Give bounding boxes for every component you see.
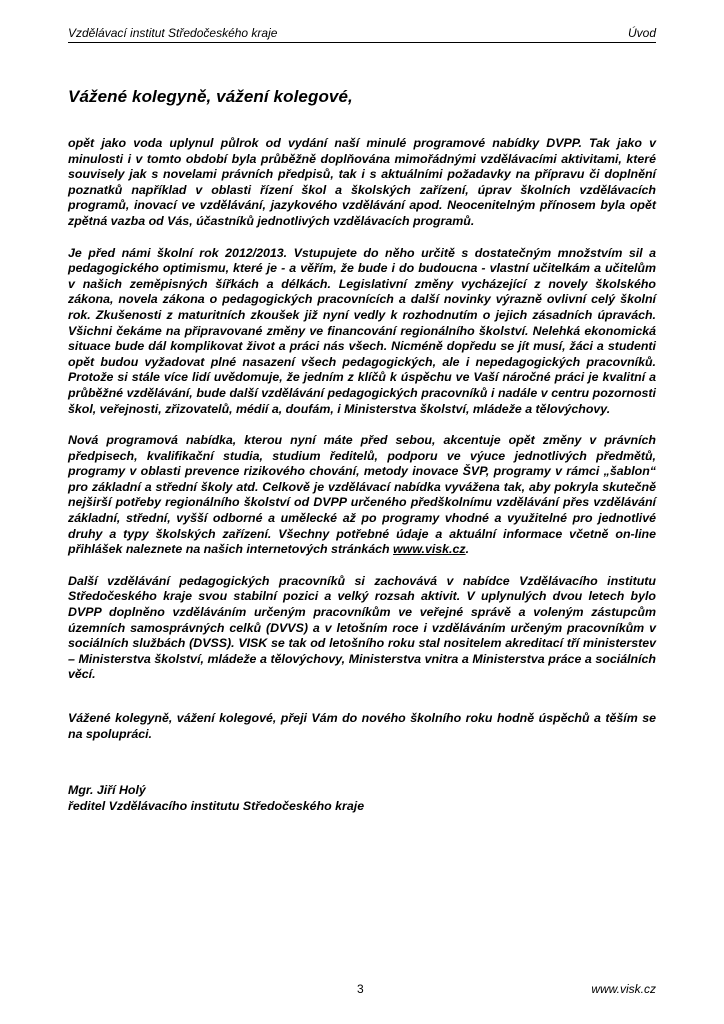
page-number: 3 (357, 982, 364, 996)
signature-title: ředitel Vzdělávacího institutu Středočeského kraje (68, 799, 365, 814)
footer-url: www.visk.cz (591, 982, 656, 996)
page-footer (68, 982, 656, 998)
paragraph-3: Nová programová nabídka, kterou nyní máte před sebou, akcentuje opět změny v právních předpisech, kvalifikační studia, studium ředitelů, podporu ve výuce jednotlivých předmětů, programy v oblasti prevence rizikového chování, metody inovace ŠVP, programy v rámci „šablon“ pro základní a střední školy atd. Celkově je vzdělávací nabídka vyvážena tak, aby pokryla skutečně nejširší potřeby regionálního školství od DVPP určeného předškolnímu vzdělávání přes vzdělávání základní, střední, vyšší odborné a umělecké až po programy vhodné a využitelné pro jednotlivé druhy a typy školských zařízení. Všechny potřebné údaje a aktuální informace včetně on-line přihlášek naleznete na našich internetových stránkách www.visk.cz. (68, 433, 656, 557)
greeting-heading: Vážené kolegyně, vážení kolegové, (68, 87, 353, 106)
letter-body (68, 136, 656, 814)
paragraph-4: Další vzdělávání pedagogických pracovníků si zachovává v nabídce Vzdělávacího institutu Středočeského kraje svou stabilní pozici a velký rozsah aktivit. V uplynulých dvou letech bylo DVPP doplněno vzděláváním určeným pracovníkům ve veřejné správě a voleným zástupcům územních samosprávných celků (DVVS) a v letošním roce i vzděláváním určeným pracovníkům v sociálních službách (DVSS). VISK se tak od letošního roku stal nositelem akreditací tří ministerstev – Ministerstva školství, mládeže a tělovýchovy, Ministerstva vnitra a Ministerstva práce a sociálních věcí. (68, 573, 656, 682)
closing-paragraph: Vážené kolegyně, vážení kolegové, přeji Vám do nového školního roku hodně úspěchů a těším se na spolupráci. (68, 711, 656, 741)
paragraph-2: Je před námi školní rok 2012/2013. Vstupujete do něho určitě s dostatečným množstvím sil a pedagogického optimismu, které je - a věřím, že bude i do budoucna - vlastní učitelkám a učitelům v našich zeměpisných šířkách a délkách. Legislativní změny vycházející z novely školského zákona, novela zákona o pedagogických pracovnících a další novinky výrazně ovlivní celý školní rok. Zkušenosti z maturitních zkoušek již nyní vedly k rozhodnutím o jejich zásadních úpravách. Všichni čekáme na připravované změny ve financování regionálního školství. Nelehká ekonomická situace bude dál komplikovat život a práci nás všech. Nicméně dopředu se jít musí, žáci a studenti opět budou vyžadovat plné nasazení všech pedagogických, ale i nepedagogických pracovníků. Protože si stále více lidí uvědomuje, že jedním z klíčů k úspěchu ve Vaší náročné práci je kvalitní a průběžné vzdělávání, bude další vzdělávání pedagogických pracovníků i nadále v centru pozornosti škol, veřejnosti, zřizovatelů, médií a, doufám, i Ministerstva školství, mládeže a tělovýchovy. (68, 245, 656, 416)
signature-name: Mgr. Jiří Holý (68, 783, 146, 798)
website-link[interactable]: www.visk.cz (393, 542, 466, 557)
page-header (68, 26, 656, 43)
signature-block (68, 782, 656, 814)
paragraph-3-text: Nová programová nabídka, kterou nyní máte před sebou, akcentuje opět změny v právních předpisech, kvalifikační studia, studium ředitelů, podporu ve výuce jednotlivých předmětů, programy v oblasti prevence rizikového chování, metody inovace ŠVP, programy v rámci „šablon“ pro základní a střední školy atd. Celkově je vzdělávací nabídka vyvážena tak, aby pokryla skutečně nejširší potřeby regionálního školství od DVPP určeného předškolnímu vzdělávání přes vzdělávání základní, střední, vyšší odborné a umělecké až po programy vhodné a využitelné pro jednotlivé druhy a typy školských zařízení. Všechny potřebné údaje a aktuální informace včetně on-line přihlášek naleznete na našich internetových stránkách (68, 433, 656, 557)
paragraph-1: opět jako voda uplynul půlrok od vydání naší minulé programové nabídky DVPP. Tak jako v minulosti i v tomto období byla průběžně doplňována mimořádnými vzdělávacími aktivitami, které souvisely jak s novelami právních předpisů, tak i s aktuálními požadavky na přípravu či doplnění poznatků například v oblasti řízení škol a školských zařízení, úprav školních vzdělávacích programů, inovací ve vzdělávání, jazykového vzdělávání apod. Neocenitelným přínosem byla opět zpětná vazba od Vás, účastníků jednotlivých vzdělávacích programů. (68, 136, 656, 228)
header-section: Úvod (627, 26, 656, 40)
header-organization: Vzdělávací institut Středočeského kraje (68, 26, 278, 40)
